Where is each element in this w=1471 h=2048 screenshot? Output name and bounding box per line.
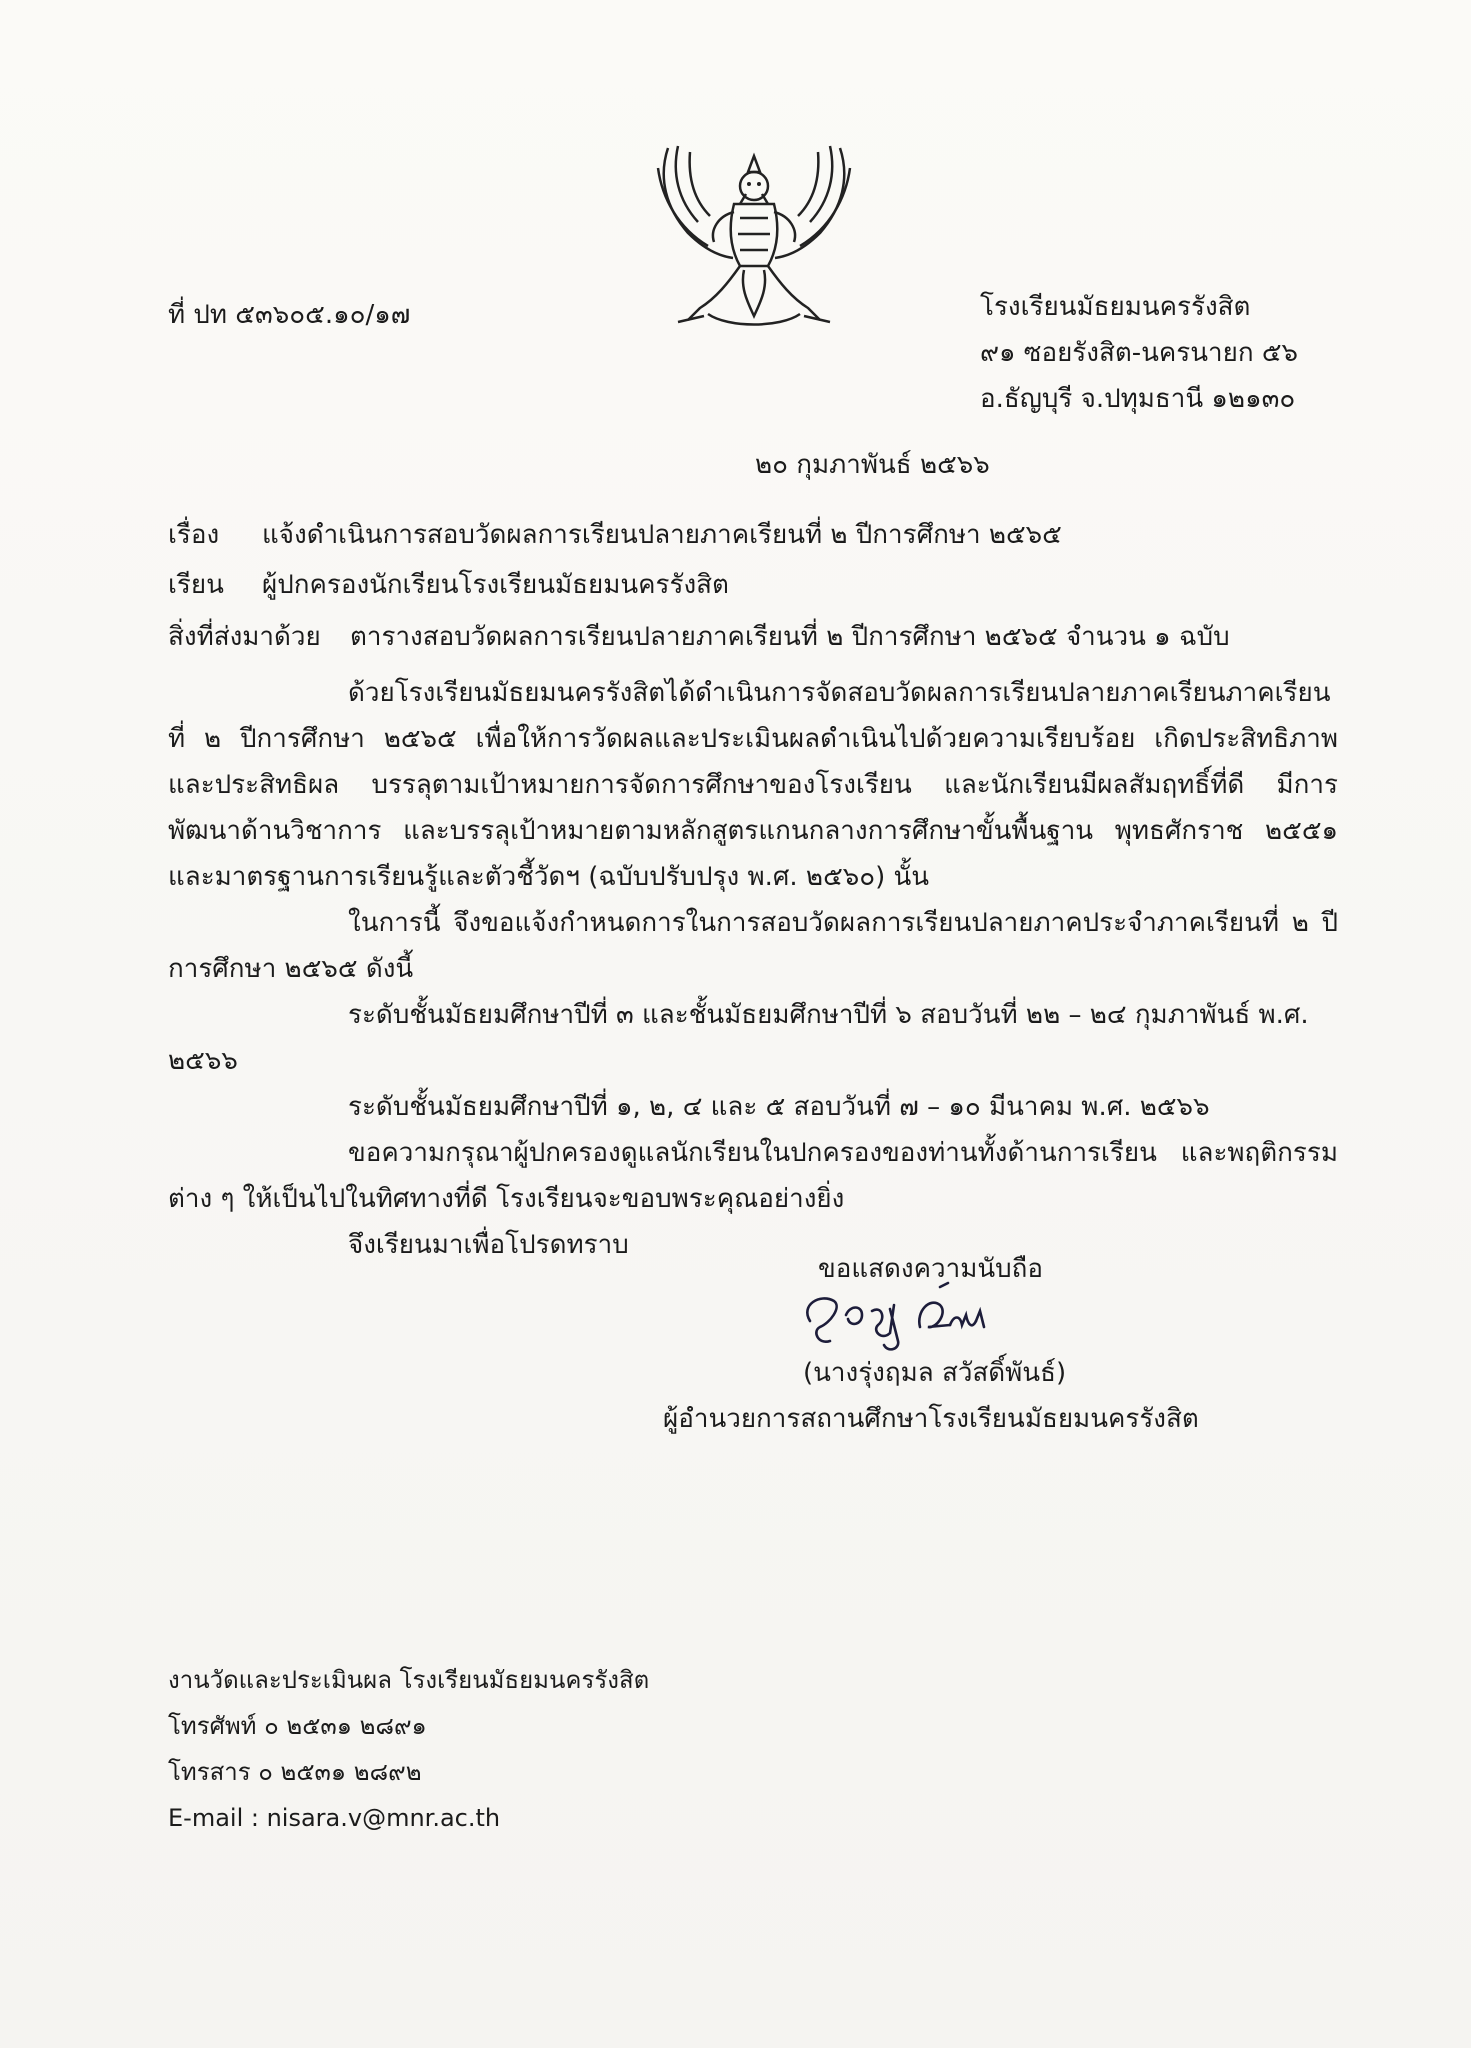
footer-department: งานวัดและประเมินผล โรงเรียนมัธยมนครรังสิต: [168, 1666, 650, 1694]
letter-date: ๒๐ กุมภาพันธ์ ๒๕๖๖: [755, 450, 990, 480]
school-address-line1: ๙๑ ซอยรังสิต-นครนายก ๕๖: [980, 338, 1299, 368]
footer-phone: โทรศัพท์ ๐ ๒๕๓๑ ๒๘๙๑: [168, 1712, 427, 1740]
body-paragraph-2: ในการนี้ จึงขอแจ้งกำหนดการในการสอบวัดผลการเรียนปลายภาคประจำภาคเรียนที่ ๒ ปีการศึกษา ๒๕๖๕ ดังนี้: [168, 908, 1338, 984]
recipient-text: ผู้ปกครองนักเรียนโรงเรียนมัธยมนครรังสิต: [262, 570, 729, 600]
footer-fax: โทรสาร ๐ ๒๕๓๑ ๒๘๙๒: [168, 1758, 422, 1786]
subject-label: เรื่อง: [168, 520, 220, 550]
body-paragraph-1: ด้วยโรงเรียนมัธยมนครรังสิตได้ดำเนินการจัดสอบวัดผลการเรียนปลายภาคเรียนภาคเรียนที่ ๒ ปีการศึกษา ๒๕๖๕ เพื่อให้การวัดผลและประเมินผลดำเนินไปด้วยความเรียบร้อย เกิดประสิทธิภาพ และประสิทธิผล บรรลุตามเป้าหมายการจัดการศึกษาของโรงเรียน และนักเรียนมีผลสัมฤทธิ์ที่ดี มีการพัฒนาด้านวิชาการ และบรรลุเป้าหมายตามหลักสูตรแกนกลางการศึกษาขั้นพื้นฐาน พุทธศักราช ๒๕๕๑ และมาตรฐานการเรียนรู้และตัวชี้วัดฯ (ฉบับปรับปรุง พ.ศ. ๒๕๖๐) นั้น: [168, 678, 1338, 892]
handwritten-signature-icon: [790, 1275, 1010, 1359]
signer-title: ผู้อำนวยการสถานศึกษาโรงเรียนมัธยมนครรังสิต: [663, 1404, 1199, 1434]
recipient-label: เรียน: [168, 570, 224, 600]
schedule-item-2: ระดับชั้นมัธยมศึกษาปีที่ ๑, ๒, ๔ และ ๕ สอบวันที่ ๗ – ๑๐ มีนาคม พ.ศ. ๒๕๖๖: [348, 1092, 1210, 1122]
closing-regards: ขอแสดงความนับถือ: [818, 1254, 1043, 1284]
signer-name: (นางรุ่งฤมล สวัสดิ์พันธ์): [803, 1358, 1067, 1388]
school-address-line2: อ.ธัญบุรี จ.ปทุมธานี ๑๒๑๓๐: [980, 384, 1296, 414]
subject-text: แจ้งดำเนินการสอบวัดผลการเรียนปลายภาคเรียนที่ ๒ ปีการศึกษา ๒๕๖๕: [262, 520, 1062, 550]
letter-body: [168, 670, 1338, 1268]
enclosure-label: สิ่งที่ส่งมาด้วย: [168, 622, 321, 652]
garuda-emblem-icon: [648, 138, 860, 334]
schedule-item-1: ระดับชั้นมัธยมศึกษาปีที่ ๓ และชั้นมัธยมศึกษาปีที่ ๖ สอบวันที่ ๒๒ – ๒๔ กุมภาพันธ์ พ.ศ. ๒๕๖๖: [168, 1000, 1309, 1076]
school-name: โรงเรียนมัธยมนครรังสิต: [980, 292, 1251, 322]
body-paragraph-3: ขอความกรุณาผู้ปกครองดูแลนักเรียนในปกครองของท่านทั้งด้านการเรียน และพฤติกรรมต่าง ๆ ให้เป็นไปในทิศทางที่ดี โรงเรียนจะขอบพระคุณอย่างยิ่ง: [168, 1138, 1338, 1214]
reference-number: ที่ ปท ๕๓๖๐๕.๑๐/๑๗: [168, 300, 411, 330]
body-paragraph-4: จึงเรียนมาเพื่อโปรดทราบ: [348, 1230, 629, 1260]
footer-email[interactable]: E-mail : nisara.v@mnr.ac.th: [168, 1804, 501, 1832]
enclosure-text: ตารางสอบวัดผลการเรียนปลายภาคเรียนที่ ๒ ปีการศึกษา ๒๕๖๕ จำนวน ๑ ฉบับ: [350, 622, 1230, 652]
